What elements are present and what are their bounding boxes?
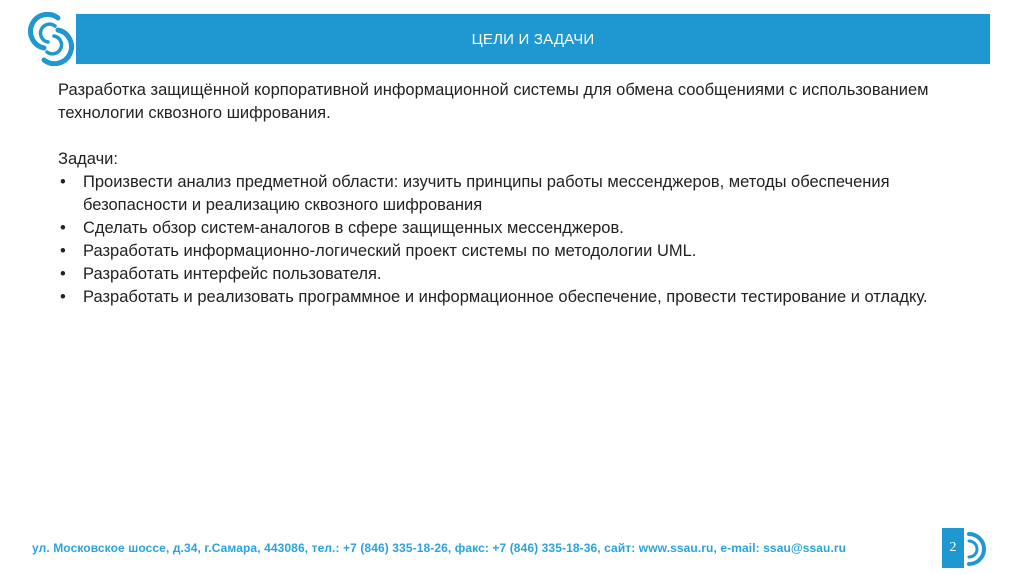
task-item: • Разработать и реализовать программное и информационное обеспечение, провести тестирование и отладку. [58,286,958,309]
page-number: 2 [942,528,964,568]
goal-text: Разработка защищённой корпоративной информационной системы для обмена сообщениями с использованием технологии сквозного шифрования. [58,81,929,122]
header-bar [76,14,990,64]
task-item: • Произвести анализ предметной области: изучить принципы работы мессенджеров, методы обеспечения безопасности и реализацию сквозного шифрования [58,171,958,217]
slide-content [58,79,958,309]
task-item: • Разработать информационно-логический проект системы по методологии UML. [58,240,958,263]
tasks-heading: Задачи: [58,150,118,168]
university-logo-icon [28,12,74,66]
slide-title: ЦЕЛИ И ЗАДАЧИ [471,30,595,48]
tasks-list [58,171,958,309]
university-mark-icon [966,530,992,568]
task-item: • Сделать обзор систем-аналогов в сфере защищенных мессенджеров. [58,217,958,240]
footer-contacts: ул. Московское шоссе, д.34, г.Самара, 443086, тел.: +7 (846) 335-18-26, факс: +7 (846) 335-18-36, сайт: www.ssau.ru, e-mail: ssau@ssau.ru [32,541,847,555]
task-item: • Разработать интерфейс пользователя. [58,263,958,286]
